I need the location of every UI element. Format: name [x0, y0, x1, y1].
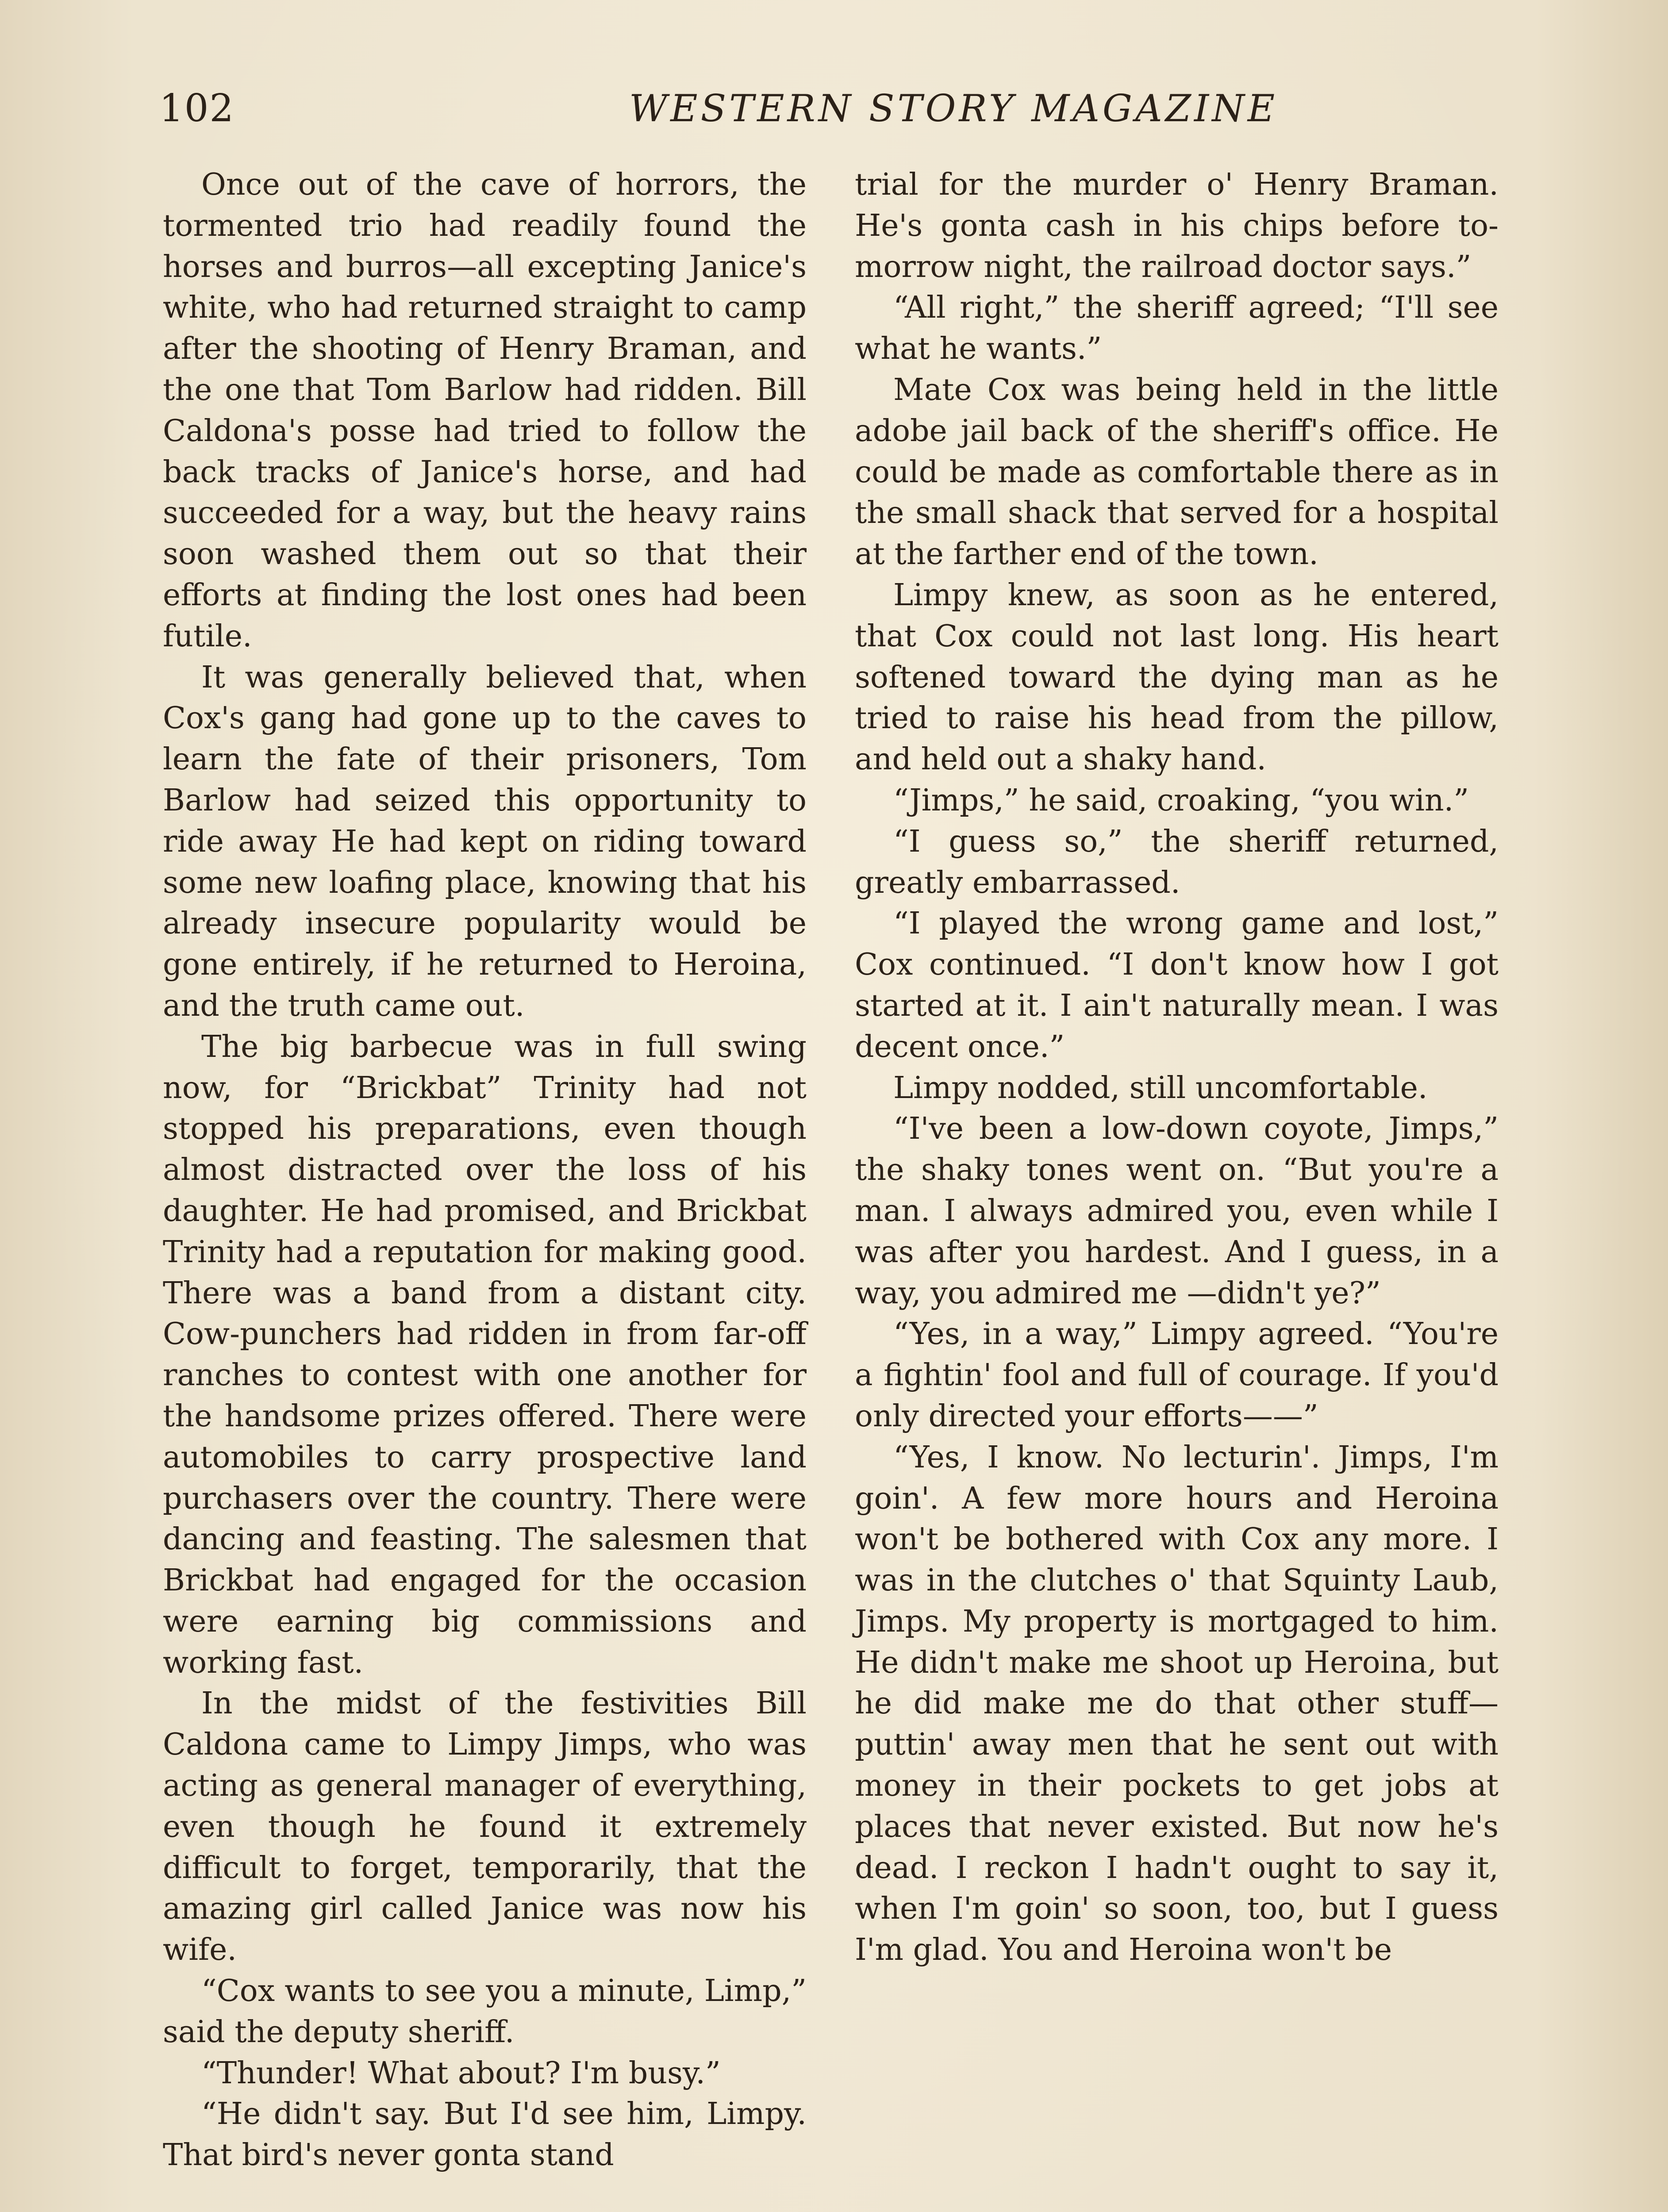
running-head: WESTERN STORY MAGAZINE	[629, 87, 1278, 130]
page-number: 102	[159, 86, 235, 131]
paragraph: “I've been a low-down coyote, Jimps,” the shaky tones went on. “But you're a man. I always admired you, even while I was after you hardest. And I guess, in a way, you admired me —didn't ye?”	[855, 1111, 1499, 1311]
paragraph: Limpy knew, as soon as he entered, that Cox could not last long. His heart softened toward the dying man as he tried to raise his head from the pillow, and held out a shaky hand.	[855, 577, 1499, 777]
paragraph: “I guess so,” the sheriff returned, greatly embarrassed.	[855, 824, 1499, 900]
page-header	[159, 82, 1500, 144]
paragraph: Mate Cox was being held in the little adobe jail back of the sheriff's office. He could be made as comfortable there as in the small shack that served for a hospital at the farther end of the town.	[855, 372, 1499, 572]
paragraph: The big barbecue was in full swing now, for “Brickbat” Trinity had not stopped his preparations, even though almost distracted over the loss of his daughter. He had promised, and Brickbat Trinity had a reputation for making good. There was a band from a distant city. Cow-punchers had ridden in from far-off ranches to contest with one another for the handsome prizes offered. There were automobiles to carry prospective land purchasers over the country. There were dancing and feasting. The salesmen that Brickbat had engaged for the occasion were earning big commissions and working fast.	[163, 1029, 807, 1680]
paragraph: “Yes, in a way,” Limpy agreed. “You're a fightin' fool and full of courage. If you'd only directed your efforts——”	[855, 1317, 1499, 1434]
paragraph: “Yes, I know. No lecturin'. Jimps, I'm goin'. A few more hours and Heroina won't be bothered with Cox any more. I was in the clutches o' that Squinty Laub, Jimps. My property is mortgaged to him. He didn't make me shoot up Heroina, but he did make me do that other stuff—puttin' away men that he sent out with money in their pockets to get jobs at places that never existed. But now he's dead. I reckon I hadn't ought to say it, when I'm goin' so soon, too, but I guess I'm glad. You and Heroina won't be	[855, 1440, 1499, 1968]
paragraph: “Jimps,” he said, croaking, “you win.”	[893, 783, 1469, 818]
continued-paragraph: trial for the murder o' Henry Braman. He's gonta cash in his chips before to-morrow night, the railroad doctor says.”	[855, 167, 1499, 284]
paragraph: “Cox wants to see you a minute, Limp,” said the deputy sheriff.	[163, 1974, 807, 2050]
paragraph: Once out of the cave of horrors, the tormented trio had readily found the horses and burros—all excepting Janice's white, who had returned straight to camp after the shooting of Henry Braman, and the one that Tom Barlow had ridden. Bill Caldona's posse had tried to follow the back tracks of Janice's horse, and had succeeded for a way, but the heavy rains soon washed them out so that their efforts at finding the lost ones had been futile.	[163, 167, 807, 654]
paragraph: “All right,” the sheriff agreed; “I'll see what he wants.”	[855, 290, 1499, 367]
right-column	[855, 165, 1499, 1971]
paragraph: “Thunder! What about? I'm busy.”	[201, 2055, 721, 2091]
paragraph: “He didn't say. But I'd see him, Limpy. That bird's never gonta stand	[163, 2097, 807, 2173]
paragraph: Limpy nodded, still uncomfortable.	[893, 1070, 1428, 1106]
left-column	[163, 165, 807, 2176]
paragraph: It was generally believed that, when Cox's gang had gone up to the caves to learn the fate of their prisoners, Tom Barlow had seized this opportunity to ride away He had kept on riding toward some new loafing place, knowing that his already insecure popularity would be gone entirely, if he returned to Heroina, and the truth came out.	[163, 660, 807, 1023]
paragraph: In the midst of the festivities Bill Caldona came to Limpy Jimps, who was acting as general manager of everything, even though he found it extremely difficult to forget, temporarily, that the amazing girl called Janice was now his wife.	[163, 1686, 807, 1968]
paragraph: “I played the wrong game and lost,” Cox continued. “I don't know how I got started at it. I ain't naturally mean. I was decent once.”	[855, 906, 1499, 1064]
